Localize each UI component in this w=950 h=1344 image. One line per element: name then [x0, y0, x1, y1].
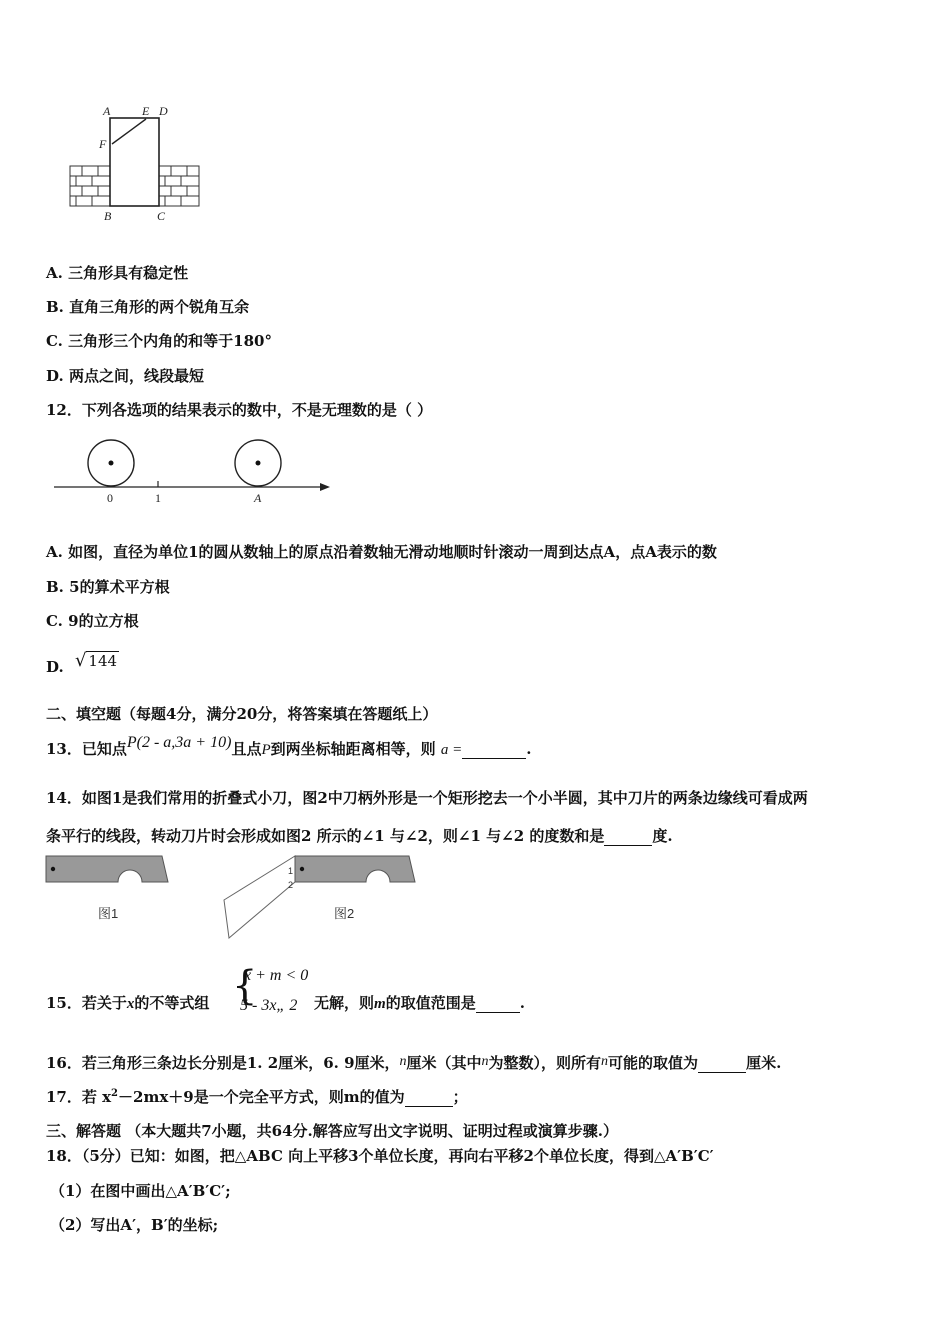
sqrt-radicand: 144 — [88, 652, 118, 670]
knife-figure-1 — [46, 856, 168, 921]
q17: 17．若 $x^2-2mx+9$是一个完全平方式，则m的值为 ； — [46, 1088, 468, 1106]
label-a: A — [103, 104, 111, 118]
label-d: D — [159, 104, 168, 118]
fig2-caption: 图2 — [334, 906, 355, 921]
system-brace: { — [232, 963, 258, 1009]
q11-option-b: B. 直角三角形的两个锐角互余 — [46, 298, 250, 316]
q14-line1: 14．如图1是我们常用的折叠式小刀，图2中刀柄外形是一个矩形挖去一个小半圆，其中刀片的两条边缘线可看成两 — [46, 789, 808, 807]
q12-option-a: A. 如图，直径为单位1的圆从数轴上的原点沿着数轴无滑动地顺时针滚动一周到达点A，点A表示的数 — [46, 543, 717, 561]
q11-option-a: A. 三角形具有稳定性 — [46, 264, 189, 282]
fig1-caption: 图1 — [98, 906, 119, 921]
label-b: B — [104, 209, 112, 223]
q12-stem: 12．下列各选项的结果表示的数中，不是无理数的是（ ） — [46, 401, 433, 419]
q18-stem: 18．（5分）已知：如图，把△ABC 向上平移3个单位长度，再向右平移2个单位长度，得到△A′B′C′ — [46, 1147, 714, 1165]
point-p-expression: P(2 - a,3a + 10) — [126, 734, 232, 751]
q16-answer-blank[interactable] — [698, 1057, 746, 1073]
q15-ineq2: 5 - 3x„ 2 — [240, 997, 298, 1014]
tick-label-1: 1 — [155, 491, 161, 505]
door-frame — [110, 118, 159, 206]
section-3-heading: 三、解答题 （本大题共7小题，共64分.解答应写出文字说明、证明过程或演算步骤.） — [46, 1122, 618, 1140]
q18-part2: （2）写出A′，B′的坐标; — [50, 1216, 219, 1234]
angle-1-label: 1 — [288, 866, 294, 876]
rolling-circle-figure — [50, 434, 340, 509]
section-2-heading: 二、填空题（每题4分，满分20分，将答案填在答题纸上） — [46, 705, 438, 723]
q11-option-c: C. 三角形三个内角的和等于180° — [46, 332, 272, 350]
q15-post: 无解，则m的取值范围是 . — [314, 994, 525, 1012]
q13: 13．已知点P(2 - a,3a + 10)且点P到两坐标轴距离相等，则 a = . — [46, 734, 532, 758]
q15-pre: 15．若关于x的不等式组 — [46, 994, 210, 1012]
q16: 16．若三角形三条边长分别是1. 2厘米，6. 9厘米，n厘米（其中n为整数），则所有n可能的取值为 厘米. — [46, 1054, 782, 1072]
right-brick-wall — [159, 166, 199, 206]
q12-option-d: D. √ 144 — [46, 650, 118, 676]
label-f: F — [99, 137, 107, 151]
q13-answer-blank[interactable] — [462, 743, 526, 759]
q14-answer-blank[interactable] — [604, 830, 652, 846]
tick-label-a: A — [254, 491, 262, 505]
angle-2-label: 2 — [288, 880, 294, 890]
knife-figures — [44, 852, 424, 944]
q17-answer-blank[interactable] — [405, 1091, 453, 1107]
q18-part1: （1）在图中画出△A′B′C′; — [50, 1182, 231, 1200]
q11-option-d: D. 两点之间，线段最短 — [46, 367, 204, 385]
q12-option-b: B. 5的算术平方根 — [46, 578, 170, 596]
axis-arrow-icon — [320, 483, 330, 491]
left-brick-wall — [70, 166, 110, 206]
knife-figure-2 — [224, 856, 415, 938]
tick-label-0: 0 — [107, 491, 113, 505]
q14-line2: 条平行的线段，转动刀片时会形成如图2 所示的∠1 与∠2，则∠1 与∠2 的度数和是 度. — [46, 827, 673, 845]
q15-ineq1: x + m < 0 — [244, 967, 309, 984]
label-e: E — [142, 104, 150, 118]
q12-option-c: C. 9的立方根 — [46, 612, 139, 630]
door-figure — [66, 102, 206, 227]
q15-answer-blank[interactable] — [476, 997, 520, 1013]
label-c: C — [157, 209, 166, 223]
